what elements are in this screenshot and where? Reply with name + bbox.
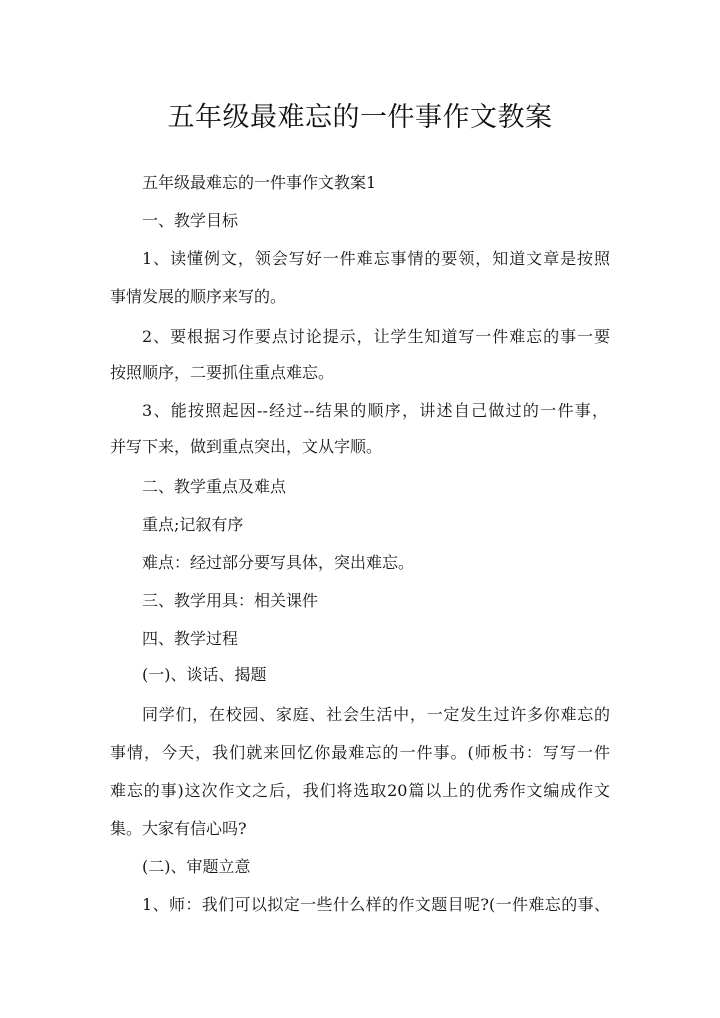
document-title: 五年级最难忘的一件事作文教案 — [167, 102, 553, 133]
paragraph-line: 按照顺序，二要抓住重点难忘。 — [110, 363, 335, 382]
section-heading: 五年级最难忘的一件事作文教案1 — [142, 173, 377, 192]
paragraph-line: 2、要根据习作要点讨论提示，让学生知道写一件难忘的事一要 — [142, 327, 610, 346]
paragraph-line: 重点;记叙有序 — [142, 515, 244, 534]
heading-tools: 三、教学用具：相关课件 — [142, 591, 319, 610]
paragraph-line: 难忘的事)这次作文之后，我们将选取20篇以上的优秀作文编成作文 — [110, 781, 610, 800]
paragraph-line: 事情，今天，我们就来回忆你最难忘的一件事。(师板书：写写一件 — [110, 743, 610, 762]
heading-process: 四、教学过程 — [142, 629, 239, 648]
subheading-talk: (一)、谈话、揭题 — [142, 665, 267, 684]
paragraph-line: 1、师：我们可以拟定一些什么样的作文题目呢?(一件难忘的事、 — [142, 895, 610, 914]
paragraph-line: 难点：经过部分要写具体，突出难忘。 — [142, 553, 415, 572]
paragraph-line: 并写下来，做到重点突出，文从字顺。 — [110, 437, 383, 456]
paragraph-line: 集。大家有信心吗? — [110, 819, 247, 838]
paragraph-line: 1、读懂例文，领会写好一件难忘事情的要领，知道文章是按照 — [142, 249, 610, 268]
paragraph-line: 事情发展的顺序来写的。 — [110, 287, 287, 306]
paragraph-line: 3、能按照起因--经过--结果的顺序，讲述自己做过的一件事， — [142, 401, 608, 420]
paragraph-line: 同学们，在校园、家庭、社会生活中，一定发生过许多你难忘的 — [142, 705, 610, 724]
heading-key-points: 二、教学重点及难点 — [142, 477, 287, 496]
heading-objectives: 一、教学目标 — [142, 211, 239, 230]
subheading-topic: (二)、审题立意 — [142, 857, 251, 876]
